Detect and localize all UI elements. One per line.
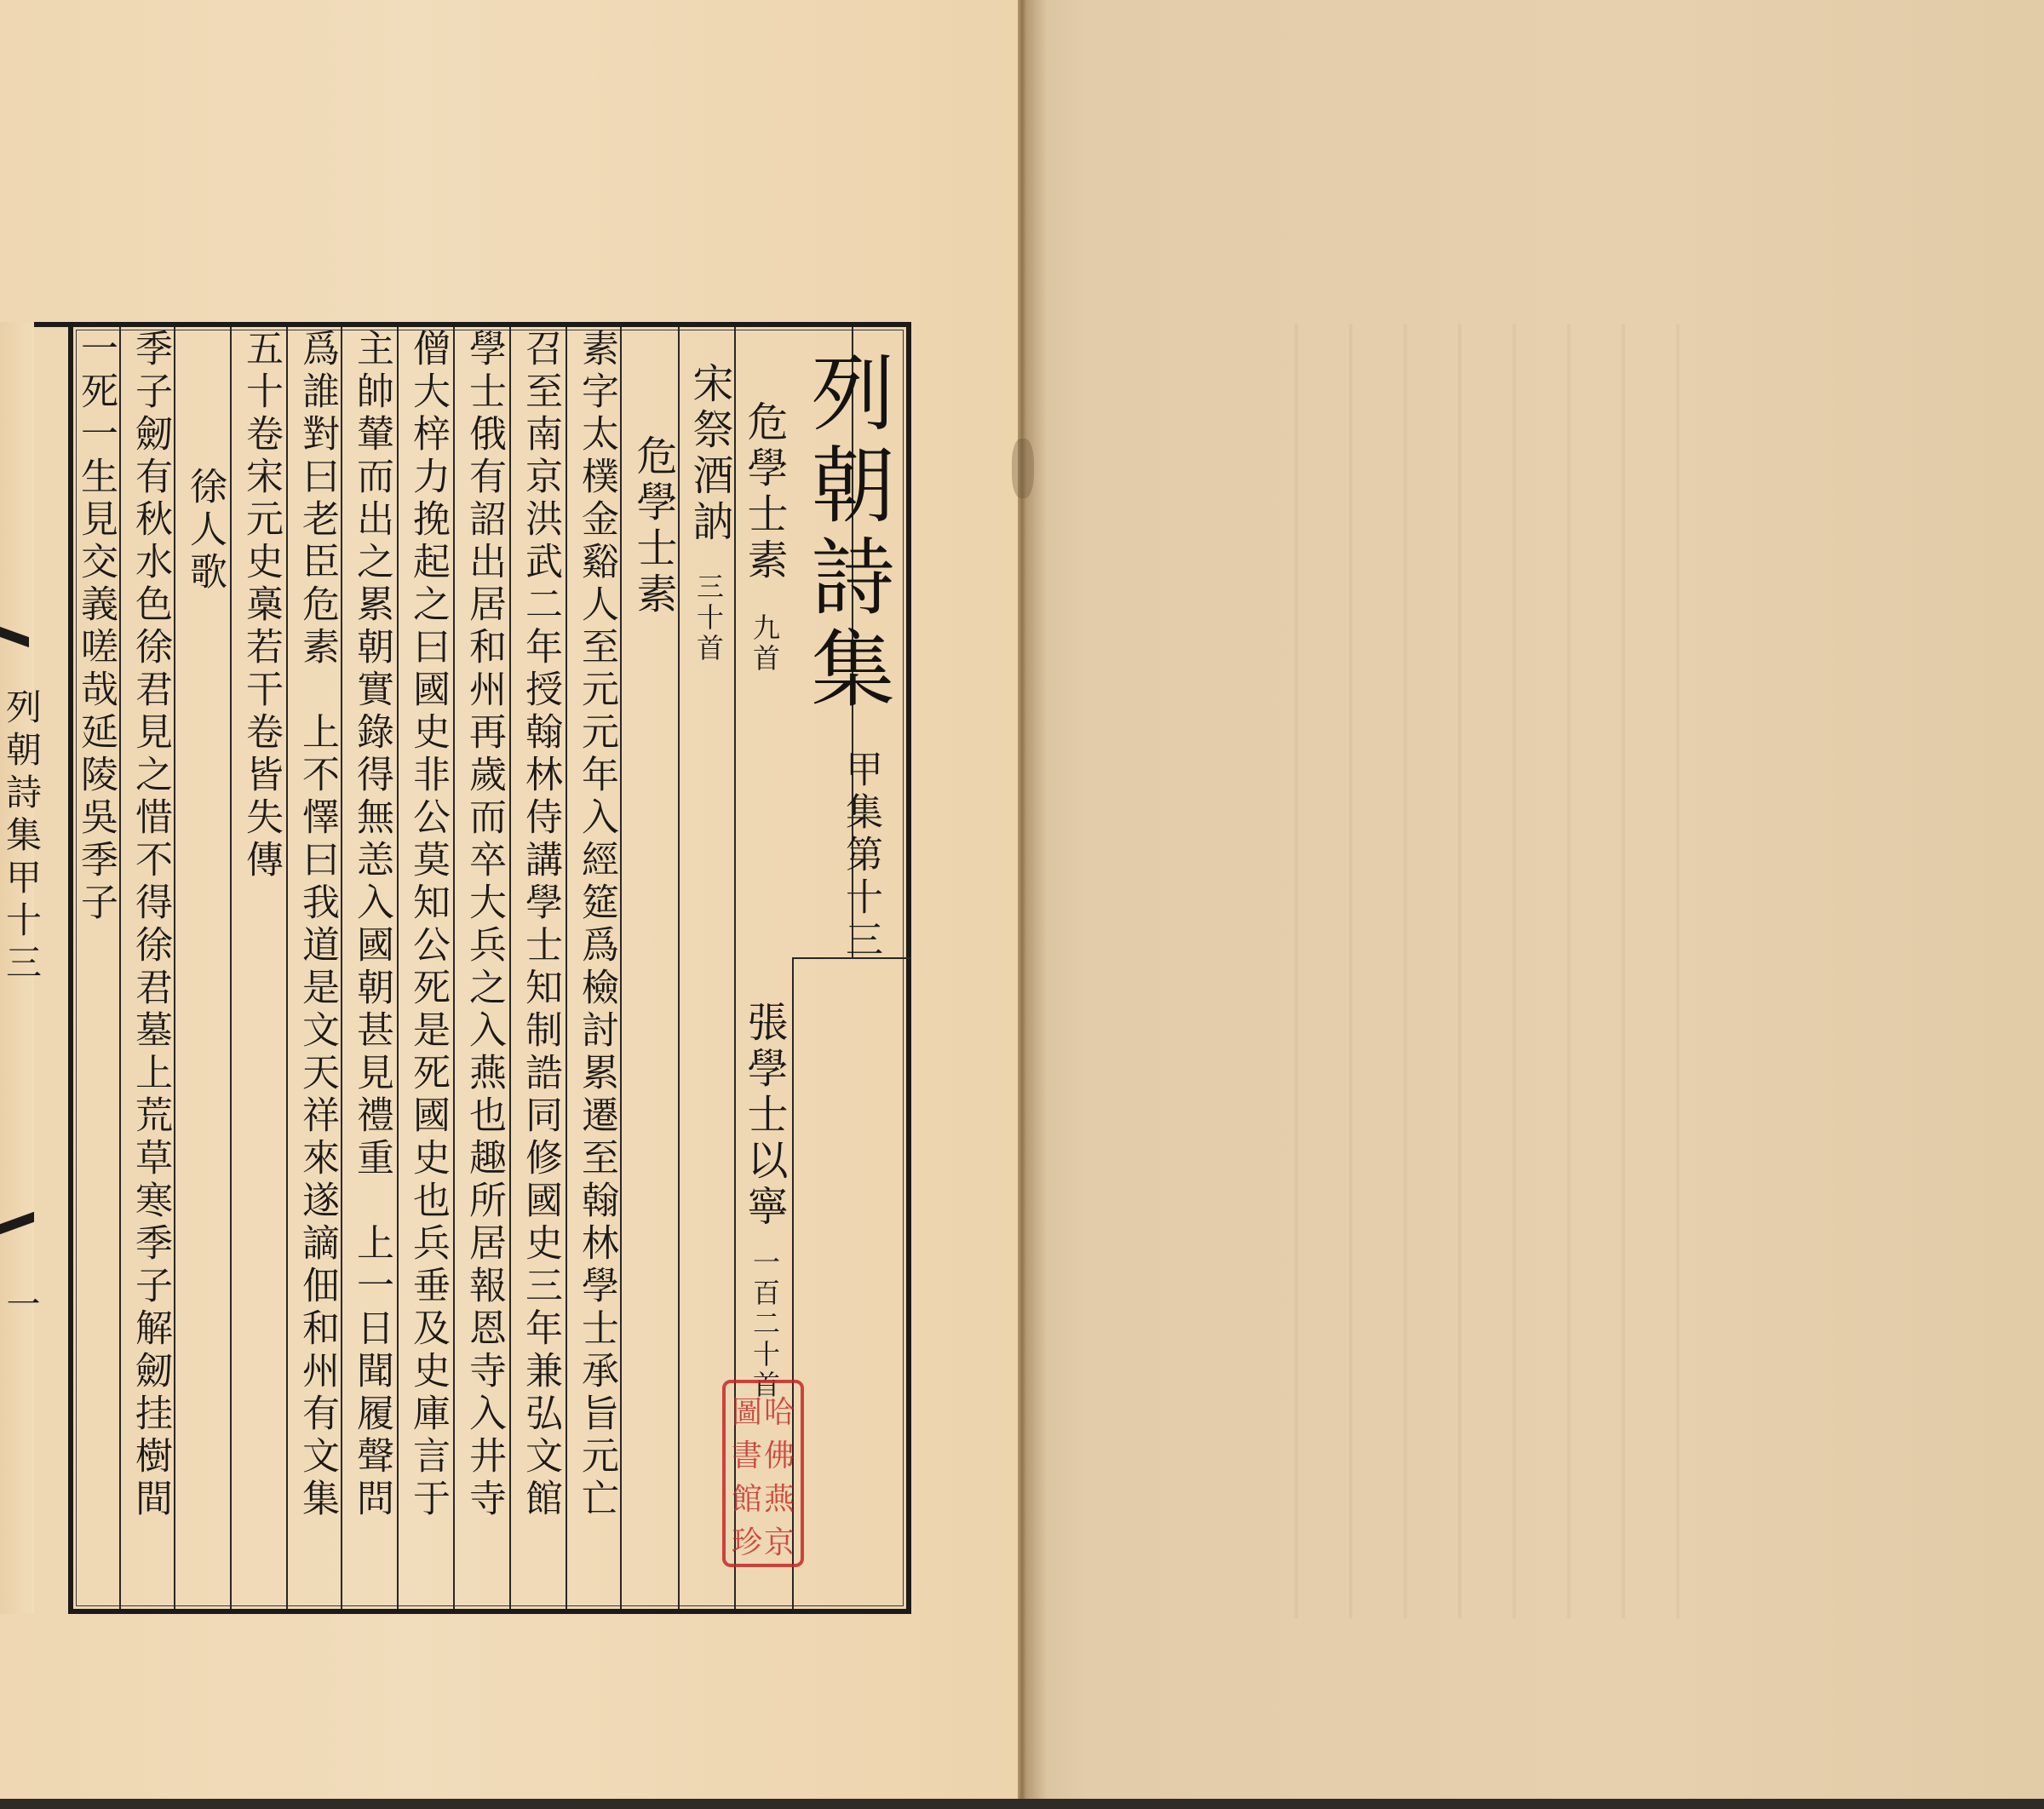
poem-line: 季子劒有秋水色徐君見之惜不得徐君墓上荒草寒季子解劒挂樹間	[129, 329, 172, 1521]
column-rule	[509, 327, 511, 1609]
poem-count-note: 一百二十首	[749, 1248, 781, 1401]
author-heading-wei-su: 危學士素	[740, 400, 788, 584]
poem-line: 一死一生見交義嗟哉延陵吳季子	[74, 329, 118, 925]
biography-line: 學士俄有詔出居和州再歲而卒大兵之入燕也趣所居報恩寺入井寺	[462, 329, 506, 1521]
column-rule	[453, 327, 455, 1609]
page-edge-mark	[1012, 439, 1034, 498]
fold-edge-page-number: 一	[1, 1286, 40, 1324]
volume-label: 甲集第十三	[839, 749, 882, 962]
ink-show-through	[1243, 324, 1720, 1618]
poem-count-note: 三十首	[692, 572, 725, 664]
seal-character: 燕	[763, 1482, 795, 1517]
biography-line: 召至南京洪武二年授翰林侍講學士知制誥同修國史三年兼弘文館	[519, 329, 562, 1521]
biography-line: 素字太樸金谿人至元元年入經筵爲檢討累遷至翰林學士承旨元亡	[575, 329, 618, 1521]
seal-character: 佛	[763, 1439, 795, 1473]
seal-character: 館	[731, 1482, 762, 1517]
biography-line: 主帥輦而出之累朝實錄得無恙入國朝甚見禮重 上一日聞履聲問	[350, 329, 393, 1521]
column-rule	[230, 327, 232, 1609]
column-rule	[286, 327, 288, 1609]
book-gutter	[1018, 0, 1026, 1799]
author-heading-zhang: 張學士以寧	[740, 1001, 788, 1231]
column-rule	[397, 327, 399, 1609]
author-heading-song: 宋祭酒訥	[686, 362, 733, 546]
fold-edge-title: 列朝詩集甲十三	[1, 688, 43, 986]
book-title: 列朝詩集	[797, 349, 894, 717]
seal-character: 書	[731, 1439, 762, 1473]
section-heading-wei-su: 危學士素	[629, 434, 677, 618]
frame-corner-mark	[34, 322, 68, 327]
biography-line: 爲誰對曰老臣危素 上不懌曰我道是文天祥來遂謫佃和州有文集	[296, 329, 339, 1521]
seal-character: 珍	[731, 1525, 762, 1560]
library-seal	[722, 1380, 804, 1567]
bottom-edge	[0, 1799, 2044, 1809]
seal-character: 哈	[763, 1395, 795, 1430]
biography-line: 僧大梓力挽起之曰國史非公莫知公死是死國史也兵垂及史庫言于	[406, 329, 450, 1521]
seal-character: 京	[763, 1525, 795, 1560]
column-rule	[566, 327, 567, 1609]
biography-line: 五十卷宋元史槀若干卷皆失傳	[239, 329, 283, 882]
seal-character: 圖	[731, 1395, 762, 1430]
poem-count-note: 九首	[749, 613, 781, 675]
poem-title: 徐人歌	[183, 467, 227, 594]
